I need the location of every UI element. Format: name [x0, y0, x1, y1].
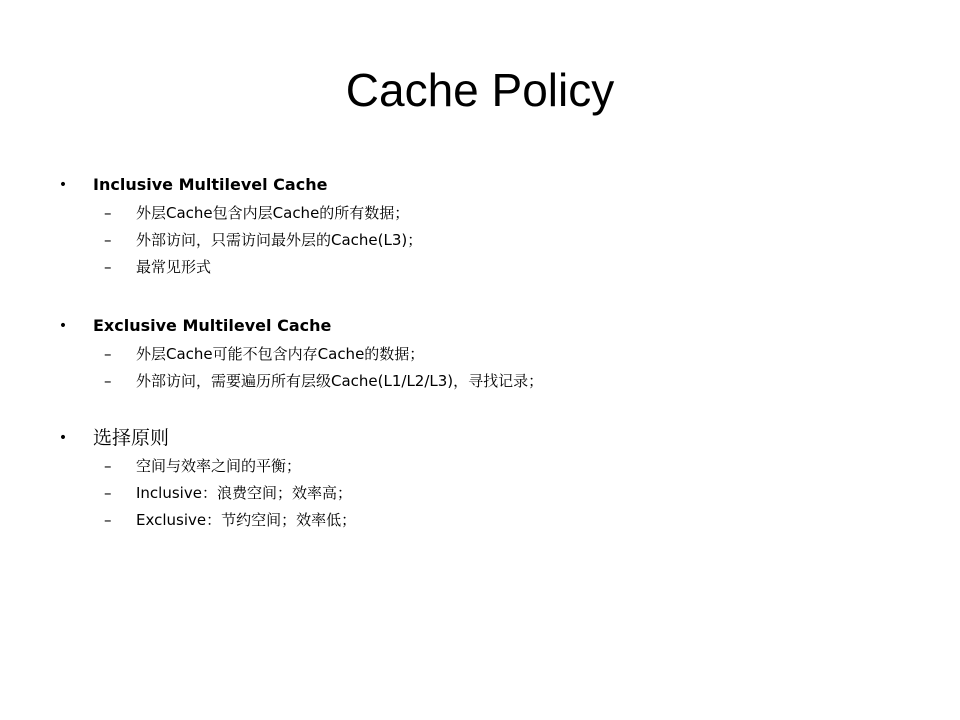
section-spacer: [56, 281, 916, 311]
sub-bullet-text: 外部访问，需要遍历所有层级Cache(L1/L2/L3)，寻找记录；: [136, 372, 544, 390]
sub-bullet-text: 最常见形式: [136, 258, 212, 276]
sub-bullet-item: [56, 480, 916, 507]
bullet-dot-icon: •: [58, 177, 68, 193]
section-principles: [56, 423, 916, 534]
dash-icon: –: [104, 484, 112, 502]
section-inclusive: [56, 170, 916, 281]
sub-bullet-item: [56, 227, 916, 254]
bullet-dot-icon: •: [58, 318, 68, 334]
dash-icon: –: [104, 345, 112, 363]
dash-icon: –: [104, 511, 112, 529]
slide-title: Cache Policy: [345, 64, 615, 116]
sub-bullet-text: Inclusive：浪费空间；效率高；: [136, 484, 352, 502]
sub-bullet-item: [56, 453, 916, 480]
bullet-item: [56, 423, 916, 453]
bullet-item: [56, 170, 916, 200]
sub-bullet-text: 外部访问，只需访问最外层的Cache(L3)；: [136, 231, 423, 249]
sub-bullet-item: [56, 254, 916, 281]
section-spacer: [56, 395, 916, 423]
bullet-list: [56, 170, 916, 534]
bullet-heading: Exclusive Multilevel Cache: [93, 316, 332, 335]
dash-icon: –: [104, 231, 112, 249]
sub-bullet-text: 空间与效率之间的平衡；: [136, 457, 302, 475]
sub-bullet-item: [56, 341, 916, 368]
bullet-dot-icon: •: [58, 430, 68, 446]
bullet-item: [56, 311, 916, 341]
dash-icon: –: [104, 258, 112, 276]
sub-bullet-text: 外层Cache可能不包含内存Cache的数据；: [136, 345, 425, 363]
bullet-heading: 选择原则: [93, 427, 170, 449]
sub-bullet-text: 外层Cache包含内层Cache的所有数据；: [136, 204, 410, 222]
section-exclusive: [56, 311, 916, 395]
sub-bullet-item: [56, 368, 916, 395]
sub-bullet-item: [56, 200, 916, 227]
dash-icon: –: [104, 204, 112, 222]
bullet-heading: Inclusive Multilevel Cache: [93, 175, 328, 194]
sub-bullet-item: [56, 507, 916, 534]
dash-icon: –: [104, 372, 112, 390]
sub-bullet-text: Exclusive：节约空间；效率低；: [136, 511, 357, 529]
dash-icon: –: [104, 457, 112, 475]
